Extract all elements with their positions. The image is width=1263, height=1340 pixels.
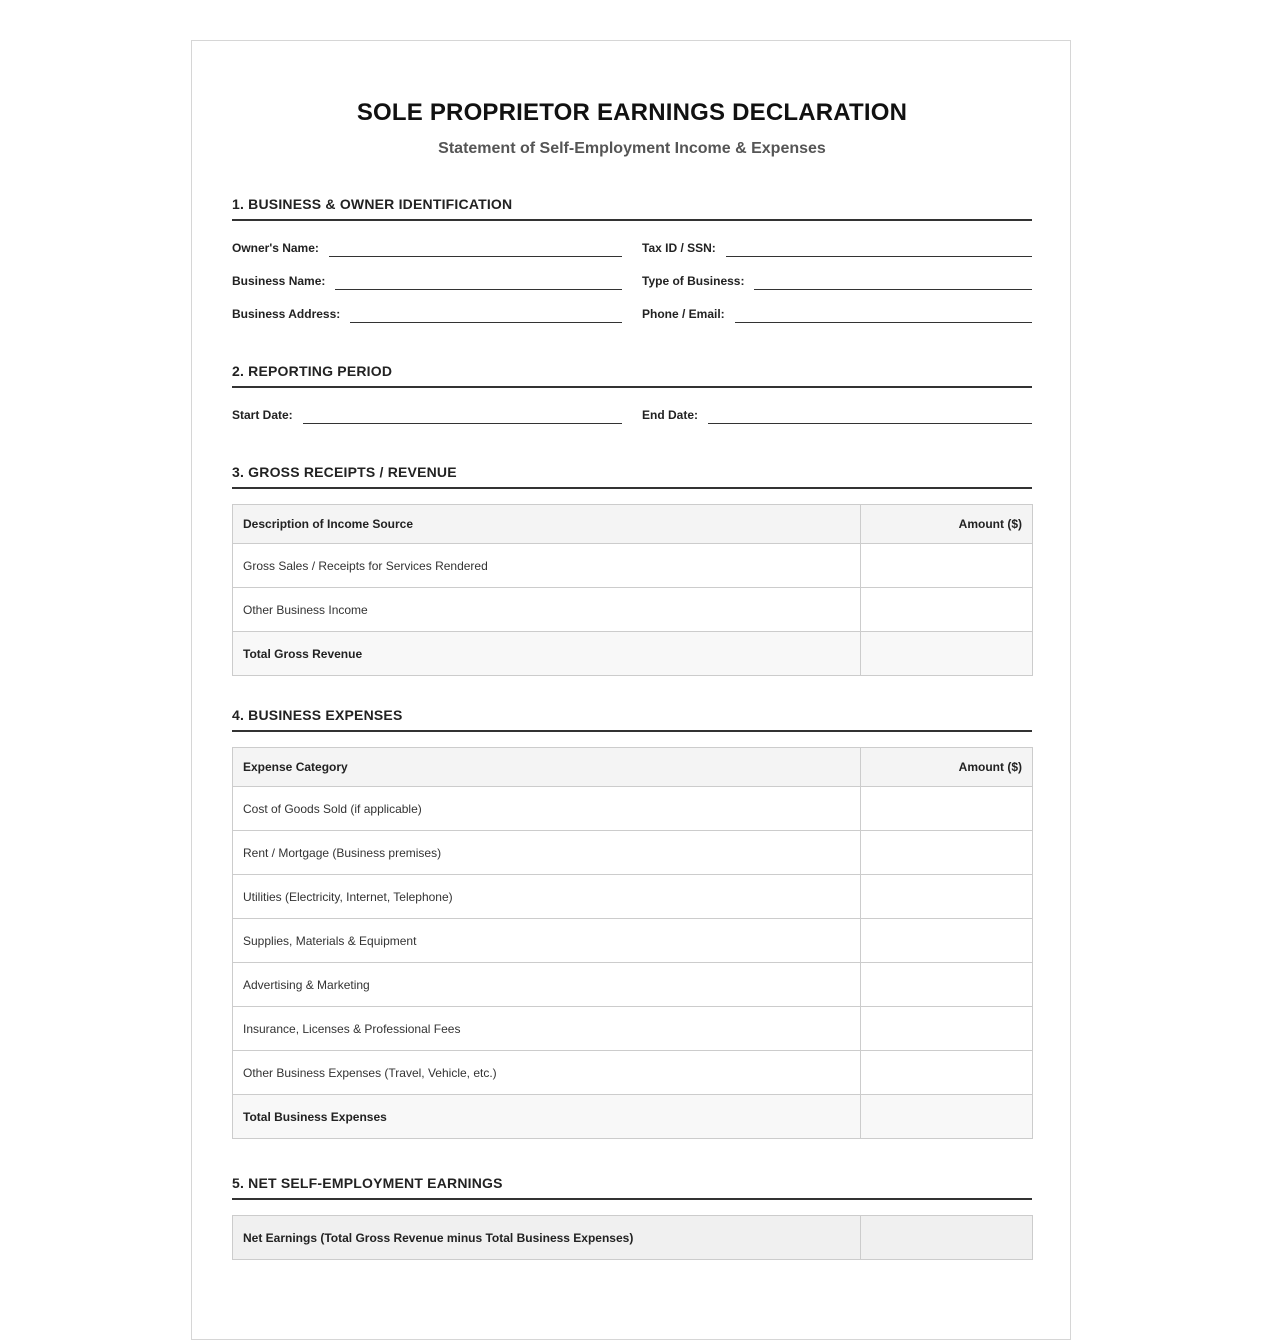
expense-row-label: Cost of Goods Sold (if applicable) bbox=[233, 787, 861, 831]
net-earnings-table bbox=[232, 1215, 1033, 1260]
net-earnings-row bbox=[233, 1216, 1033, 1260]
table-row bbox=[233, 1007, 1033, 1051]
section-4-heading bbox=[232, 704, 1032, 732]
expense-amount-cell[interactable] bbox=[861, 919, 1033, 963]
section-5-heading bbox=[232, 1172, 1032, 1200]
expense-row-label: Insurance, Licenses & Professional Fees bbox=[233, 1007, 861, 1051]
expense-amount-cell[interactable] bbox=[861, 963, 1033, 1007]
business-name-input-line[interactable] bbox=[335, 275, 622, 290]
revenue-table-header bbox=[233, 505, 1033, 544]
business-name-field[interactable] bbox=[232, 270, 622, 290]
expense-amount-cell[interactable] bbox=[861, 875, 1033, 919]
expense-category-header: Expense Category bbox=[233, 748, 861, 787]
revenue-description-header: Description of Income Source bbox=[233, 505, 861, 544]
expenses-table bbox=[232, 747, 1033, 1139]
document-title: SOLE PROPRIETOR EARNINGS DECLARATION bbox=[356, 99, 908, 126]
revenue-total-label: Total Gross Revenue bbox=[233, 632, 861, 676]
revenue-total-amount-cell[interactable] bbox=[861, 632, 1033, 676]
section-2-title: 2. REPORTING PERIOD bbox=[232, 363, 393, 379]
table-row bbox=[233, 963, 1033, 1007]
section-1-title: 1. BUSINESS & OWNER IDENTIFICATION bbox=[232, 196, 513, 212]
table-row bbox=[233, 919, 1033, 963]
revenue-row-label: Other Business Income bbox=[233, 588, 861, 632]
phone-email-label: Phone / Email: bbox=[642, 307, 725, 321]
revenue-amount-header: Amount ($) bbox=[861, 505, 1033, 544]
expenses-total-row bbox=[233, 1095, 1033, 1139]
owner-name-field[interactable] bbox=[232, 237, 622, 257]
table-row bbox=[233, 544, 1033, 588]
expense-row-label: Supplies, Materials & Equipment bbox=[233, 919, 861, 963]
expense-amount-cell[interactable] bbox=[861, 1007, 1033, 1051]
tax-id-field[interactable] bbox=[642, 237, 1032, 257]
revenue-amount-cell[interactable] bbox=[861, 544, 1033, 588]
start-date-input-line[interactable] bbox=[303, 409, 622, 424]
net-earnings-amount-cell[interactable] bbox=[861, 1216, 1033, 1260]
expense-row-label: Utilities (Electricity, Internet, Telephone) bbox=[233, 875, 861, 919]
tax-id-label: Tax ID / SSN: bbox=[642, 241, 716, 255]
type-of-business-field[interactable] bbox=[642, 270, 1032, 290]
section-2-heading bbox=[232, 360, 1032, 388]
expense-amount-header: Amount ($) bbox=[861, 748, 1033, 787]
table-row bbox=[233, 588, 1033, 632]
revenue-row-label: Gross Sales / Receipts for Services Rendered bbox=[233, 544, 861, 588]
document-subtitle: Statement of Self-Employment Income & Expenses bbox=[438, 140, 826, 157]
expense-row-label: Advertising & Marketing bbox=[233, 963, 861, 1007]
expense-row-label: Other Business Expenses (Travel, Vehicle, etc.) bbox=[233, 1051, 861, 1095]
revenue-amount-cell[interactable] bbox=[861, 588, 1033, 632]
section-3-title: 3. GROSS RECEIPTS / REVENUE bbox=[232, 464, 457, 480]
expense-amount-cell[interactable] bbox=[861, 1051, 1033, 1095]
end-date-field[interactable] bbox=[642, 404, 1032, 424]
end-date-input-line[interactable] bbox=[708, 409, 1032, 424]
owner-name-input-line[interactable] bbox=[329, 242, 622, 257]
expenses-total-amount-cell[interactable] bbox=[861, 1095, 1033, 1139]
revenue-total-row bbox=[233, 632, 1033, 676]
expenses-table-header bbox=[233, 748, 1033, 787]
table-row bbox=[233, 1051, 1033, 1095]
expense-amount-cell[interactable] bbox=[861, 831, 1033, 875]
business-name-label: Business Name: bbox=[232, 274, 326, 288]
owner-name-label: Owner's Name: bbox=[232, 241, 319, 255]
business-address-input-line[interactable] bbox=[350, 308, 622, 323]
expense-row-label: Rent / Mortgage (Business premises) bbox=[233, 831, 861, 875]
document-page bbox=[191, 40, 1071, 1340]
expense-amount-cell[interactable] bbox=[861, 787, 1033, 831]
business-address-label: Business Address: bbox=[232, 307, 341, 321]
start-date-label: Start Date: bbox=[232, 408, 293, 422]
start-date-field[interactable] bbox=[232, 404, 622, 424]
table-row bbox=[233, 787, 1033, 831]
revenue-table bbox=[232, 504, 1033, 676]
section-5-title: 5. NET SELF-EMPLOYMENT EARNINGS bbox=[232, 1175, 503, 1191]
phone-email-input-line[interactable] bbox=[735, 308, 1032, 323]
section-4-title: 4. BUSINESS EXPENSES bbox=[232, 707, 403, 723]
tax-id-input-line[interactable] bbox=[726, 242, 1032, 257]
expenses-total-label: Total Business Expenses bbox=[233, 1095, 861, 1139]
section-3-heading bbox=[232, 461, 1032, 489]
table-row bbox=[233, 875, 1033, 919]
end-date-label: End Date: bbox=[642, 408, 699, 422]
type-of-business-label: Type of Business: bbox=[642, 274, 745, 288]
net-earnings-label: Net Earnings (Total Gross Revenue minus Total Business Expenses) bbox=[233, 1216, 861, 1260]
section-1-heading bbox=[232, 193, 1032, 221]
business-address-field[interactable] bbox=[232, 303, 622, 323]
type-of-business-input-line[interactable] bbox=[754, 275, 1032, 290]
table-row bbox=[233, 831, 1033, 875]
phone-email-field[interactable] bbox=[642, 303, 1032, 323]
